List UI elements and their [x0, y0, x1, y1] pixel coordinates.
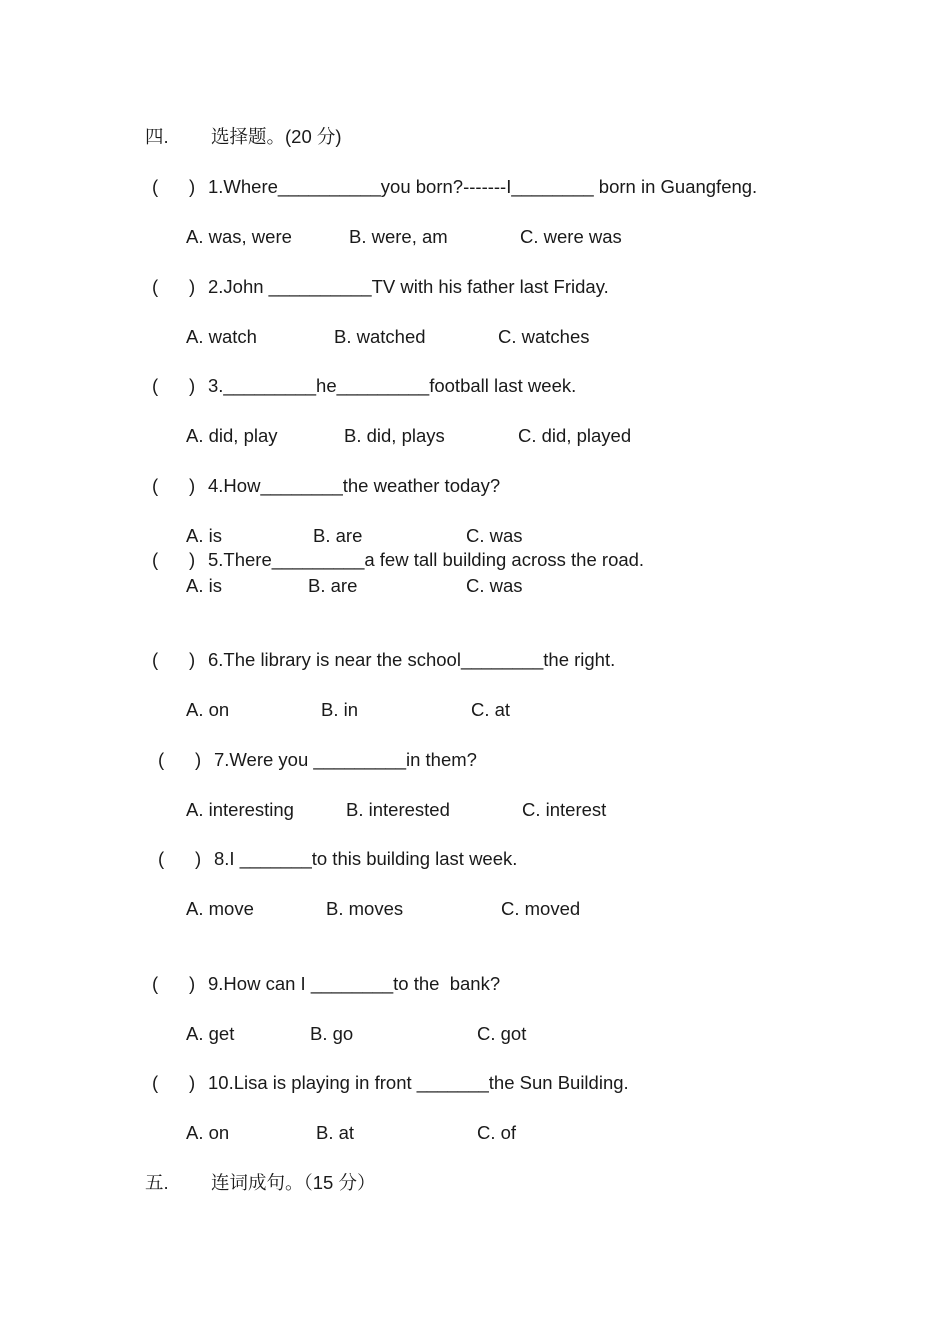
- question-2-option-a: A. watch: [186, 326, 257, 347]
- question-10-option-c: C. of: [477, 1122, 517, 1143]
- answer-bracket-2: ( ): [152, 276, 196, 297]
- question-2-text: 2.John __________TV with his father last Friday.: [208, 276, 609, 297]
- question-3-option-b: B. did, plays: [344, 425, 445, 446]
- question-10-option-b: B. at: [316, 1122, 355, 1143]
- question-9-option-b: B. go: [310, 1023, 354, 1044]
- question-3-text: 3._________he_________football last week.: [208, 375, 577, 396]
- question-1-text: 1.Where__________you born?-------I________ born in Guangfeng.: [208, 176, 758, 197]
- section-5-number: 五.: [145, 1172, 169, 1193]
- answer-bracket-3: ( ): [152, 375, 196, 396]
- question-4-option-c: C. was: [466, 525, 523, 546]
- question-1-option-b: B. were, am: [349, 226, 448, 247]
- question-8-option-c: C. moved: [501, 898, 581, 919]
- question-10-text: 10.Lisa is playing in front _______the Sun Building.: [208, 1072, 629, 1093]
- question-9-option-c: C. got: [477, 1023, 527, 1044]
- section-5-title: 连词成句。（15 分）: [211, 1172, 376, 1193]
- question-3-option-a: A. did, play: [186, 425, 278, 446]
- answer-bracket-9: ( ): [152, 973, 196, 994]
- question-7-option-b: B. interested: [346, 799, 450, 820]
- answer-bracket-7: ( ): [158, 749, 202, 770]
- question-1-option-c: C. were was: [520, 226, 622, 247]
- question-9-text: 9.How can I ________to the bank?: [208, 973, 501, 994]
- question-1-option-a: A. was, were: [186, 226, 292, 247]
- section-4-number: 四.: [145, 126, 169, 147]
- question-7-option-a: A. interesting: [186, 799, 294, 820]
- answer-bracket-4: ( ): [152, 475, 196, 496]
- question-6-text: 6.The library is near the school________the right.: [208, 649, 616, 670]
- question-10-option-a: A. on: [186, 1122, 230, 1143]
- question-7-option-c: C. interest: [522, 799, 607, 820]
- answer-bracket-10: ( ): [152, 1072, 196, 1093]
- question-9-option-a: A. get: [186, 1023, 235, 1044]
- question-5-option-a: A. is: [186, 575, 222, 596]
- question-3-option-c: C. did, played: [518, 425, 632, 446]
- question-6-option-c: C. at: [471, 699, 511, 720]
- question-5-option-b: B. are: [308, 575, 358, 596]
- question-5-option-c: C. was: [466, 575, 523, 596]
- answer-bracket-5: ( ): [152, 549, 196, 570]
- answer-bracket-1: ( ): [152, 176, 196, 197]
- question-6-option-a: A. on: [186, 699, 230, 720]
- question-7-text: 7.Were you _________in them?: [214, 749, 477, 770]
- question-5-text: 5.There_________a few tall building across the road.: [208, 549, 645, 570]
- answer-bracket-8: ( ): [158, 848, 202, 869]
- section-4-title: 选择题。(20 分): [211, 126, 342, 147]
- question-2-option-c: C. watches: [498, 326, 590, 347]
- question-8-text: 8.I _______to this building last week.: [214, 848, 518, 869]
- question-2-option-b: B. watched: [334, 326, 426, 347]
- answer-bracket-6: ( ): [152, 649, 196, 670]
- question-4-text: 4.How________the weather today?: [208, 475, 501, 496]
- question-8-option-a: A. move: [186, 898, 254, 919]
- question-4-option-b: B. are: [313, 525, 363, 546]
- question-6-option-b: B. in: [321, 699, 359, 720]
- question-8-option-b: B. moves: [326, 898, 404, 919]
- question-4-option-a: A. is: [186, 525, 222, 546]
